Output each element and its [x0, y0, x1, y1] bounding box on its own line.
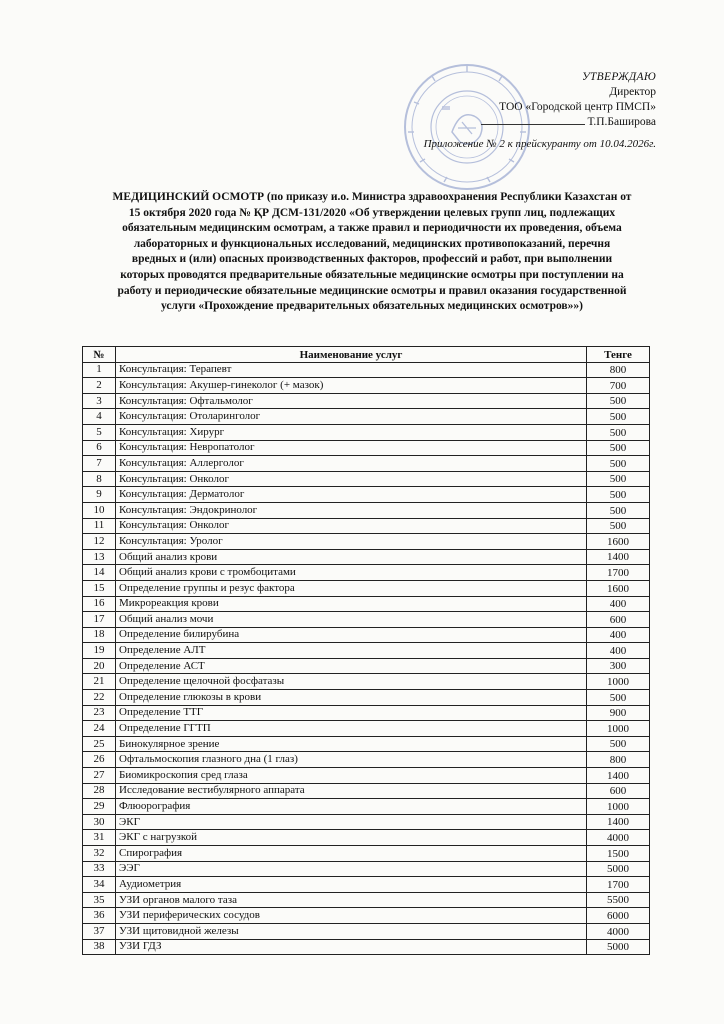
row-number: 25	[83, 736, 116, 752]
table-row	[83, 736, 650, 752]
row-price: 400	[587, 643, 650, 659]
table-row	[83, 471, 650, 487]
table-row	[83, 908, 650, 924]
row-number: 28	[83, 783, 116, 799]
row-number: 12	[83, 534, 116, 550]
row-price: 500	[587, 471, 650, 487]
row-price: 1000	[587, 674, 650, 690]
row-service-name: Консультация: Онколог	[116, 471, 587, 487]
row-price: 700	[587, 378, 650, 394]
table-row	[83, 612, 650, 628]
row-price: 500	[587, 409, 650, 425]
row-price: 6000	[587, 908, 650, 924]
row-service-name: Определение АСТ	[116, 658, 587, 674]
row-price: 900	[587, 705, 650, 721]
row-number: 5	[83, 424, 116, 440]
row-number: 26	[83, 752, 116, 768]
table-row	[83, 596, 650, 612]
row-number: 7	[83, 456, 116, 472]
row-price: 1400	[587, 814, 650, 830]
row-price: 800	[587, 362, 650, 378]
table-row	[83, 580, 650, 596]
table-row	[83, 440, 650, 456]
row-service-name: Офтальмоскопия глазного дна (1 глаз)	[116, 752, 587, 768]
table-row	[83, 877, 650, 893]
row-service-name: Консультация: Хирург	[116, 424, 587, 440]
row-service-name: Определение группы и резус фактора	[116, 580, 587, 596]
row-price: 300	[587, 658, 650, 674]
row-price: 1500	[587, 846, 650, 862]
row-service-name: Определение АЛТ	[116, 643, 587, 659]
approval-signatory: Т.П.Баширова	[587, 116, 656, 128]
table-row	[83, 549, 650, 565]
appendix-note: Приложение № 2 к прейскуранту от 10.04.2026г.	[423, 138, 656, 150]
table-row	[83, 690, 650, 706]
row-price: 4000	[587, 923, 650, 939]
row-number: 15	[83, 580, 116, 596]
row-number: 34	[83, 877, 116, 893]
row-number: 18	[83, 627, 116, 643]
row-number: 37	[83, 923, 116, 939]
row-service-name: Консультация: Невропатолог	[116, 440, 587, 456]
row-service-name: Общий анализ крови	[116, 549, 587, 565]
table-row	[83, 565, 650, 581]
row-price: 600	[587, 612, 650, 628]
row-service-name: УЗИ органов малого таза	[116, 892, 587, 908]
row-number: 9	[83, 487, 116, 503]
row-service-name: Консультация: Дерматолог	[116, 487, 587, 503]
row-service-name: Биомикроскопия сред глаза	[116, 768, 587, 784]
approval-signature-line	[481, 115, 656, 130]
row-price: 500	[587, 424, 650, 440]
row-price: 500	[587, 440, 650, 456]
document-heading: МЕДИЦИНСКИЙ ОСМОТР (по приказу и.о. Министра здравоохранения Республики Казахстан от 15 октября 2020 года № ҚР ДСМ-131/2020 «Об утверждении целевых групп лиц, подлежащих обязательным медицинским осмотрам, а также правил и периодичности их проведения, объема лабораторных и функциональных исследований, медицинских противопоказаний, перечня вредных и (или) опасных производственных факторов, профессий и работ, при выполнении которых проводятся предварительные обязательные медицинские осмотры при поступлении на работу и периодические обязательные медицинские осмотры и правил оказания государственной услуги «Прохождение предварительных обязательных медицинских осмотров»»)	[112, 191, 632, 313]
row-number: 16	[83, 596, 116, 612]
table-row	[83, 643, 650, 659]
table-row	[83, 534, 650, 550]
row-service-name: Определение билирубина	[116, 627, 587, 643]
row-service-name: Исследование вестибулярного аппарата	[116, 783, 587, 799]
row-price: 5000	[587, 939, 650, 955]
table-row	[83, 768, 650, 784]
table-row	[83, 424, 650, 440]
table-header-row	[83, 347, 650, 363]
table-row	[83, 378, 650, 394]
row-number: 29	[83, 799, 116, 815]
approval-organization: ТОО «Городской центр ПМСП»	[499, 101, 656, 113]
row-price: 500	[587, 736, 650, 752]
table-row	[83, 892, 650, 908]
row-number: 17	[83, 612, 116, 628]
row-number: 21	[83, 674, 116, 690]
row-price: 5000	[587, 861, 650, 877]
row-number: 4	[83, 409, 116, 425]
header-service-name: Наименование услуг	[116, 347, 587, 363]
row-number: 1	[83, 362, 116, 378]
table-row	[83, 939, 650, 955]
row-price: 1600	[587, 580, 650, 596]
table-row	[83, 674, 650, 690]
row-price: 600	[587, 783, 650, 799]
row-service-name: Флюорография	[116, 799, 587, 815]
row-price: 1000	[587, 721, 650, 737]
row-number: 19	[83, 643, 116, 659]
row-service-name: ЭЭГ	[116, 861, 587, 877]
row-price: 400	[587, 627, 650, 643]
row-number: 36	[83, 908, 116, 924]
table-row	[83, 658, 650, 674]
table-row	[83, 799, 650, 815]
row-service-name: Спирография	[116, 846, 587, 862]
row-price: 500	[587, 690, 650, 706]
row-service-name: Консультация: Онколог	[116, 518, 587, 534]
row-service-name: Консультация: Отоларинголог	[116, 409, 587, 425]
row-service-name: УЗИ ГДЗ	[116, 939, 587, 955]
row-price: 800	[587, 752, 650, 768]
row-number: 35	[83, 892, 116, 908]
row-service-name: Общий анализ мочи	[116, 612, 587, 628]
row-service-name: Консультация: Терапевт	[116, 362, 587, 378]
approval-block	[481, 70, 656, 130]
row-price: 1700	[587, 877, 650, 893]
row-number: 3	[83, 393, 116, 409]
row-price: 1000	[587, 799, 650, 815]
row-price: 500	[587, 487, 650, 503]
row-number: 33	[83, 861, 116, 877]
row-number: 2	[83, 378, 116, 394]
row-price: 1700	[587, 565, 650, 581]
row-number: 13	[83, 549, 116, 565]
row-number: 6	[83, 440, 116, 456]
row-service-name: УЗИ щитовидной железы	[116, 923, 587, 939]
approval-position: Директор	[609, 86, 656, 98]
table-row	[83, 721, 650, 737]
row-service-name: ЭКГ с нагрузкой	[116, 830, 587, 846]
row-service-name: Определение ТТГ	[116, 705, 587, 721]
approval-title: УТВЕРЖДАЮ	[581, 71, 656, 83]
row-service-name: Общий анализ крови с тромбоцитами	[116, 565, 587, 581]
row-price: 500	[587, 518, 650, 534]
services-price-table	[82, 346, 650, 955]
table-row	[83, 923, 650, 939]
header-price: Тенге	[587, 347, 650, 363]
row-price: 5500	[587, 892, 650, 908]
table-row	[83, 783, 650, 799]
table-row	[83, 362, 650, 378]
table-row	[83, 518, 650, 534]
table-row	[83, 861, 650, 877]
table-row	[83, 627, 650, 643]
table-row	[83, 830, 650, 846]
row-service-name: ЭКГ	[116, 814, 587, 830]
table-row	[83, 502, 650, 518]
row-number: 11	[83, 518, 116, 534]
row-service-name: Консультация: Эндокринолог	[116, 502, 587, 518]
row-service-name: Консультация: Акушер-гинеколог (+ мазок)	[116, 378, 587, 394]
row-number: 38	[83, 939, 116, 955]
row-number: 20	[83, 658, 116, 674]
table-row	[83, 752, 650, 768]
table-row	[83, 456, 650, 472]
row-price: 400	[587, 596, 650, 612]
header-number: №	[83, 347, 116, 363]
row-price: 1400	[587, 768, 650, 784]
table-row	[83, 705, 650, 721]
row-price: 1600	[587, 534, 650, 550]
row-number: 27	[83, 768, 116, 784]
table-row	[83, 846, 650, 862]
row-number: 30	[83, 814, 116, 830]
row-service-name: Определение глюкозы в крови	[116, 690, 587, 706]
row-price: 500	[587, 502, 650, 518]
row-service-name: Аудиометрия	[116, 877, 587, 893]
row-number: 31	[83, 830, 116, 846]
row-number: 32	[83, 846, 116, 862]
row-number: 22	[83, 690, 116, 706]
row-service-name: Консультация: Офтальмолог	[116, 393, 587, 409]
row-service-name: Определение ГГТП	[116, 721, 587, 737]
row-service-name: Консультация: Аллерголог	[116, 456, 587, 472]
row-price: 500	[587, 456, 650, 472]
row-service-name: УЗИ периферических сосудов	[116, 908, 587, 924]
row-number: 8	[83, 471, 116, 487]
row-price: 4000	[587, 830, 650, 846]
row-number: 24	[83, 721, 116, 737]
table-row	[83, 814, 650, 830]
row-price: 500	[587, 393, 650, 409]
row-service-name: Микрореакция крови	[116, 596, 587, 612]
row-service-name: Определение щелочной фосфатазы	[116, 674, 587, 690]
table-row	[83, 393, 650, 409]
row-price: 1400	[587, 549, 650, 565]
table-row	[83, 409, 650, 425]
row-service-name: Консультация: Уролог	[116, 534, 587, 550]
row-number: 23	[83, 705, 116, 721]
table-row	[83, 487, 650, 503]
row-number: 14	[83, 565, 116, 581]
row-number: 10	[83, 502, 116, 518]
row-service-name: Бинокулярное зрение	[116, 736, 587, 752]
